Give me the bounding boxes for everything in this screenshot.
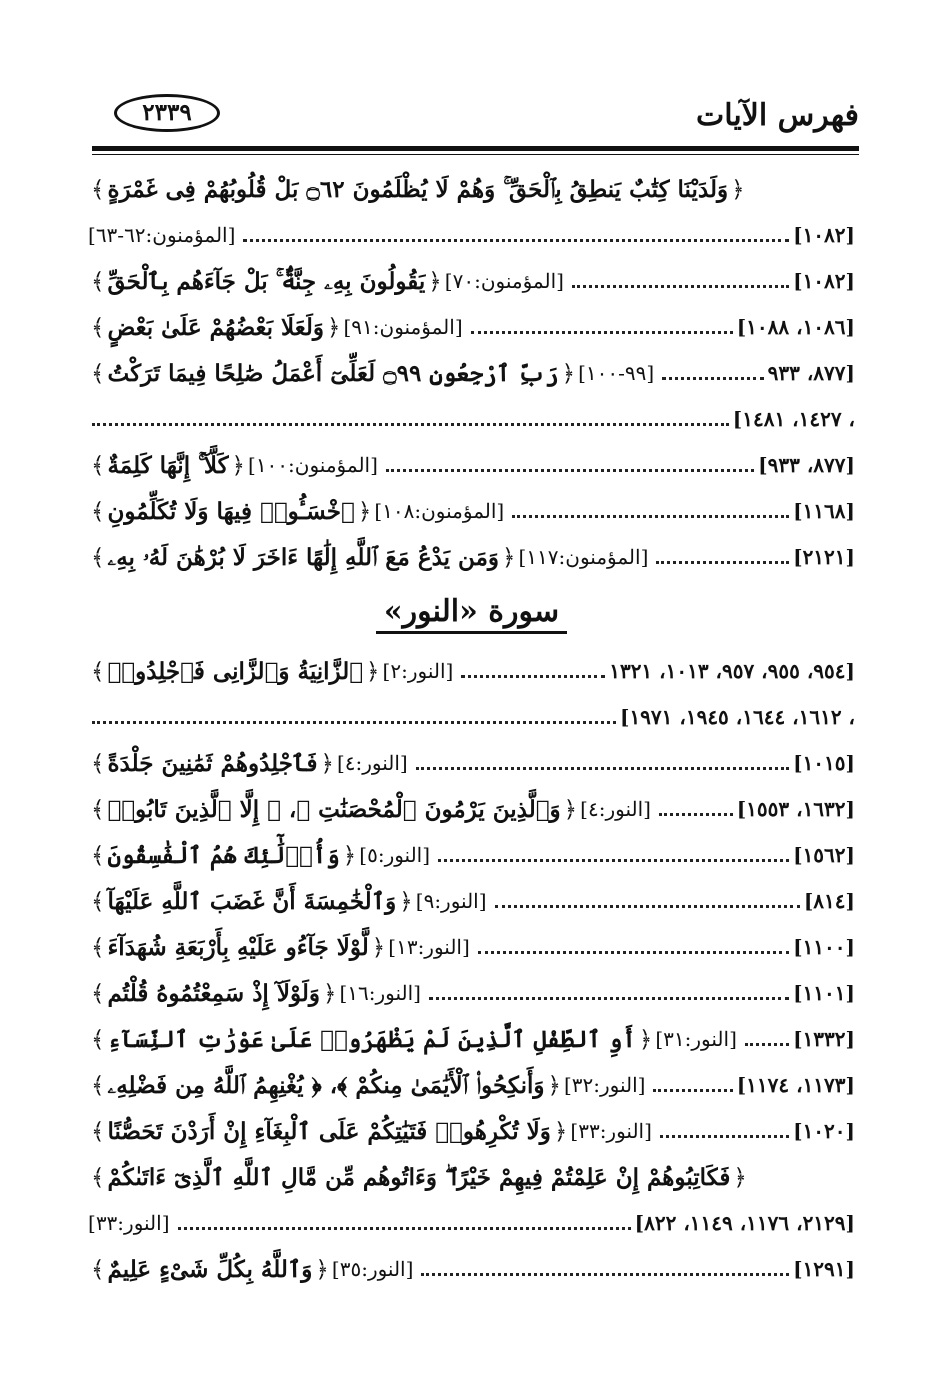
surah-heading bbox=[88, 580, 855, 648]
verse-words: وَلَا تُكْرِهُوا۟ فَتَيَٰتِكُمْ عَلَى ٱلْبِغَآءِ إِنْ أَرَدْنَ تَحَصُّنًا bbox=[107, 1117, 551, 1145]
verse-close-bracket: ﴾ bbox=[91, 498, 105, 525]
header-rule-thin bbox=[92, 154, 859, 155]
verse-text bbox=[88, 980, 339, 1007]
verse-close-bracket: ﴾ bbox=[91, 658, 105, 685]
page-references: [١٢٩١] bbox=[793, 1257, 855, 1281]
verse-open-bracket: ﴿ bbox=[366, 658, 380, 685]
leader-dots bbox=[572, 275, 789, 288]
verse-reference: [المؤمنون:١٠٨] bbox=[374, 499, 505, 523]
verse-reference: [النور:٤] bbox=[580, 797, 651, 821]
verse-words: وَمَن يَدْعُ مَعَ ٱللَّهِ إِلَٰهًا ءَاخَرَ لَا بُرْهَٰنَ لَهُۥ بِهِۦ bbox=[107, 543, 499, 571]
page-references: [١٠٨٢] bbox=[793, 269, 855, 293]
page-header bbox=[92, 92, 859, 140]
verse-text bbox=[88, 452, 248, 479]
index-entry bbox=[88, 258, 855, 304]
verse-text bbox=[88, 1118, 570, 1145]
page-references: [١١٧٣، ١١٧٤] bbox=[736, 1073, 855, 1097]
verse-open-bracket: ﴿ bbox=[547, 1072, 561, 1099]
verse-close-bracket: ﴾ bbox=[91, 888, 105, 915]
verse-open-bracket: ﴿ bbox=[563, 796, 578, 823]
index-entry bbox=[88, 304, 855, 350]
verse-reference: [المؤمنون:١١٧] bbox=[518, 545, 649, 569]
leader-dots bbox=[438, 849, 789, 862]
verse-text bbox=[88, 934, 388, 961]
verse-open-bracket: ﴿ bbox=[357, 498, 372, 525]
verse-reference: [النور:٣٣] bbox=[570, 1119, 652, 1143]
index-entry bbox=[88, 488, 855, 534]
leader-dots bbox=[178, 1217, 631, 1230]
index-entry bbox=[88, 740, 855, 786]
index-entry bbox=[88, 786, 855, 832]
leader-dots bbox=[656, 551, 789, 564]
page-references: [١٠٨٦، ١٠٨٨] bbox=[736, 315, 855, 339]
index-entry bbox=[88, 970, 855, 1016]
index-entry bbox=[88, 1108, 855, 1154]
verse-open-bracket: ﴿ bbox=[326, 314, 341, 341]
index-entry bbox=[88, 832, 855, 878]
index-entry bbox=[88, 1154, 855, 1200]
verse-words: يَقُولُونَ بِهِۦ جِنَّةٌۢ ۚ بَلْ جَآءَهُم بِٱلْحَقِّ bbox=[107, 267, 426, 295]
verse-words: وَأَنكِحُوا۟ ٱلْأَيَٰمَىٰ مِنكُمْ ﴾، ﴿ يُغْنِهِمُ ٱللَّهُ مِن فَضْلِهِۦ bbox=[107, 1071, 545, 1099]
verse-words: وَٱللَّهُ بِكُلِّ شَىْءٍ عَلِيمٌ bbox=[107, 1255, 313, 1283]
index-entry bbox=[88, 694, 855, 740]
page-references: [١٥٦٢] bbox=[793, 843, 855, 867]
page-number: ٢٣٣٩ bbox=[114, 94, 220, 132]
verse-text bbox=[88, 1072, 564, 1099]
leader-dots bbox=[461, 665, 605, 678]
leader-dots bbox=[478, 941, 789, 954]
verse-open-bracket: ﴿ bbox=[733, 1164, 747, 1191]
leader-dots bbox=[92, 413, 729, 426]
verse-close-bracket: ﴾ bbox=[91, 980, 105, 1007]
page-references: [١٣٣٢] bbox=[793, 1027, 855, 1051]
page-references: [٢١٢١] bbox=[793, 545, 855, 569]
index-entry bbox=[88, 350, 855, 396]
leader-dots bbox=[92, 711, 616, 724]
index-entry bbox=[88, 1016, 855, 1062]
page-references: [١٠١٥] bbox=[793, 751, 855, 775]
verse-open-bracket: ﴿ bbox=[561, 360, 576, 387]
running-title: فهرس الآيات bbox=[696, 98, 859, 133]
page-references: [٨٧٧، ٩٣٣] bbox=[758, 453, 855, 477]
index-entry bbox=[88, 534, 855, 580]
index-entry bbox=[88, 166, 855, 212]
section-an-nur bbox=[88, 648, 855, 1292]
page-references: [١٠٨٢] bbox=[793, 223, 855, 247]
verse-words: أَوِ ٱلطِّفْلِ ٱلَّذِينَ لَمْ يَظْهَرُوا۟ عَلَىٰ عَوْرَٰتِ ٱلنِّسَآءِ bbox=[107, 1025, 636, 1053]
verse-close-bracket: ﴾ bbox=[91, 1256, 105, 1283]
verse-text bbox=[88, 842, 359, 869]
index-entry bbox=[88, 878, 855, 924]
leader-dots bbox=[660, 1125, 789, 1138]
verse-open-bracket: ﴿ bbox=[342, 842, 357, 869]
verse-reference: [النور:٩] bbox=[415, 889, 487, 913]
verse-text bbox=[88, 360, 578, 387]
page-references: [١٦٣٢، ١٥٥٣] bbox=[736, 797, 855, 821]
leader-dots bbox=[386, 459, 754, 472]
verse-text bbox=[88, 888, 416, 915]
verse-reference: [النور:١٣] bbox=[388, 935, 470, 959]
page-references: [١١٠٠] bbox=[793, 935, 855, 959]
verse-close-bracket: ﴾ bbox=[91, 1072, 105, 1099]
leader-dots bbox=[416, 757, 789, 770]
verse-words: وَٱلْخَٰمِسَةَ أَنَّ غَضَبَ ٱللَّهِ عَلَيْهَآ bbox=[107, 887, 397, 915]
index-entry bbox=[88, 1246, 855, 1292]
page-references: [٨٧٧، ٩٣٣ bbox=[767, 361, 855, 385]
verse-close-bracket: ﴾ bbox=[91, 314, 105, 341]
verse-words: كَلَّآ ۚ إِنَّهَا كَلِمَةٌ bbox=[107, 451, 229, 479]
verse-close-bracket: ﴾ bbox=[91, 1118, 105, 1145]
page-references: [٩٥٤، ٩٥٥، ٩٥٧، ١٠١٣، ١٣٢١ bbox=[609, 659, 855, 683]
page-references: [١١٦٨] bbox=[793, 499, 855, 523]
verse-reference: [النور:٣١] bbox=[655, 1027, 737, 1051]
leader-dots bbox=[495, 895, 800, 908]
verse-words: ٱخْسَـُٔوا۟ فِيهَا وَلَا تُكَلِّمُونِ bbox=[107, 497, 355, 525]
page-references: ، ١٤٢٧، ١٤٨١] bbox=[732, 407, 855, 431]
verse-reference: [المؤمنون:٩١] bbox=[343, 315, 463, 339]
page-references: [١١٠١] bbox=[793, 981, 855, 1005]
verse-text bbox=[88, 750, 337, 777]
verse-text bbox=[88, 1164, 750, 1191]
verse-text bbox=[88, 544, 518, 571]
verse-reference: [النور:١٦] bbox=[339, 981, 421, 1005]
page-references: [٨١٤] bbox=[803, 889, 855, 913]
index-entry bbox=[88, 924, 855, 970]
verse-reference: [المؤمنون:٧٠] bbox=[444, 269, 564, 293]
index-entry bbox=[88, 1200, 855, 1246]
verse-open-bracket: ﴿ bbox=[399, 888, 413, 915]
leader-dots bbox=[745, 1033, 789, 1046]
verse-open-bracket: ﴿ bbox=[731, 176, 745, 203]
verse-reference: [النور:٥] bbox=[359, 843, 431, 867]
verse-reference: [النور:٣٣] bbox=[88, 1211, 170, 1235]
verse-close-bracket: ﴾ bbox=[91, 934, 105, 961]
verse-reference: [النور:٣٢] bbox=[563, 1073, 646, 1097]
verse-reference: [النور:٢] bbox=[382, 659, 454, 683]
verse-open-bracket: ﴿ bbox=[371, 934, 386, 961]
verse-open-bracket: ﴿ bbox=[502, 544, 516, 571]
verse-words: وَلَوْلَآ إِذْ سَمِعْتُمُوهُ قُلْتُم bbox=[107, 979, 320, 1007]
verse-words: وَلَدَيْنَا كِتَٰبٌ يَنطِقُ بِٱلْحَقِّ ۚ وَهُمْ لَا يُظْلَمُونَ ۝٦٢ بَلْ قُلُوبُهُمْ فِى غَمْرَةٍ bbox=[107, 175, 729, 203]
leader-dots bbox=[421, 1263, 789, 1276]
verse-close-bracket: ﴾ bbox=[91, 268, 105, 295]
verse-close-bracket: ﴾ bbox=[91, 796, 105, 823]
verse-open-bracket: ﴿ bbox=[322, 980, 337, 1007]
verse-close-bracket: ﴾ bbox=[91, 544, 105, 571]
index-entry bbox=[88, 1062, 855, 1108]
index-entry bbox=[88, 648, 855, 694]
verse-close-bracket: ﴾ bbox=[91, 360, 105, 387]
page-references: ، ١٦١٢، ١٦٤٤، ١٩٤٥، ١٩٧١] bbox=[619, 705, 855, 729]
verse-close-bracket: ﴾ bbox=[91, 750, 105, 777]
verse-close-bracket: ﴾ bbox=[91, 1164, 105, 1191]
verse-close-bracket: ﴾ bbox=[91, 176, 105, 203]
verse-text bbox=[88, 176, 748, 203]
verse-text bbox=[88, 498, 374, 525]
leader-dots bbox=[512, 505, 789, 518]
header-rule-thick bbox=[92, 146, 859, 151]
verse-words: وَأُو۟لَٰٓئِكَ هُمُ ٱلْفَٰسِقُونَ bbox=[107, 841, 340, 869]
verse-words: فَكَاتِبُوهُمْ إِنْ عَلِمْتُمْ فِيهِمْ خَيْرًا ۖ وَءَاتُوهُم مِّن مَّالِ ٱللَّهِ ٱلَّذِىٓ ءَاتَىٰكُمْ bbox=[107, 1163, 731, 1191]
page-references: [٢١٢٩، ١١٧٦، ١١٤٩، ٨٢٢] bbox=[634, 1211, 855, 1235]
leader-dots bbox=[653, 1079, 732, 1092]
leader-dots bbox=[243, 229, 789, 242]
leader-dots bbox=[662, 367, 763, 380]
index-entry bbox=[88, 212, 855, 258]
verse-text bbox=[88, 314, 343, 341]
verse-text bbox=[88, 1256, 332, 1283]
verse-open-bracket: ﴿ bbox=[428, 268, 442, 295]
verse-open-bracket: ﴿ bbox=[231, 452, 245, 479]
verse-text bbox=[88, 658, 383, 685]
verse-reference: [المؤمنون:٦٢-٦٣] bbox=[88, 223, 236, 247]
verse-reference: [النور:٣٥] bbox=[331, 1257, 414, 1281]
verse-close-bracket: ﴾ bbox=[91, 452, 105, 479]
index-entry bbox=[88, 442, 855, 488]
leader-dots bbox=[659, 803, 733, 816]
verse-words: فَٱجْلِدُوهُمْ ثَمَٰنِينَ جَلْدَةً bbox=[107, 749, 318, 777]
verse-words: وَٱلَّذِينَ يَرْمُونَ ٱلْمُحْصَنَٰتِ ﴾، ﴿ إِلَّا ٱلَّذِينَ تَابُوا۟ bbox=[107, 795, 561, 823]
index-entry bbox=[88, 396, 855, 442]
verse-reference: [٩٩-١٠٠] bbox=[578, 361, 655, 385]
verse-close-bracket: ﴾ bbox=[91, 1026, 105, 1053]
page-references: [١٠٢٠] bbox=[793, 1119, 855, 1143]
verse-words: وَلَعَلَا بَعْضُهُمْ عَلَىٰ بَعْضٍ bbox=[107, 313, 324, 341]
verse-open-bracket: ﴿ bbox=[553, 1118, 568, 1145]
verse-words: رَبِّ ٱرْجِعُونِ ۝٩٩ لَعَلِّىٓ أَعْمَلُ صَٰلِحًا فِيمَا تَرَكْتُ bbox=[107, 359, 559, 387]
leader-dots bbox=[429, 987, 789, 1000]
verse-open-bracket: ﴿ bbox=[638, 1026, 653, 1053]
leader-dots bbox=[471, 321, 733, 334]
verse-words: ٱلزَّانِيَةُ وَٱلزَّانِى فَٱجْلِدُوا۟ bbox=[107, 657, 364, 685]
verse-text bbox=[88, 796, 580, 823]
verse-text bbox=[88, 1026, 655, 1053]
verse-open-bracket: ﴿ bbox=[315, 1256, 329, 1283]
index-entries bbox=[88, 166, 855, 1292]
verse-words: لَّوْلَا جَآءُو عَلَيْهِ بِأَرْبَعَةِ شُهَدَآءَ bbox=[107, 933, 369, 961]
surah-title: سورة «النور» bbox=[376, 594, 567, 634]
section-al-muminun bbox=[88, 166, 855, 580]
verse-reference: [المؤمنون:١٠٠] bbox=[248, 453, 378, 477]
verse-reference: [النور:٤] bbox=[336, 751, 408, 775]
verse-open-bracket: ﴿ bbox=[320, 750, 334, 777]
verse-close-bracket: ﴾ bbox=[91, 842, 105, 869]
verse-text bbox=[88, 268, 445, 295]
